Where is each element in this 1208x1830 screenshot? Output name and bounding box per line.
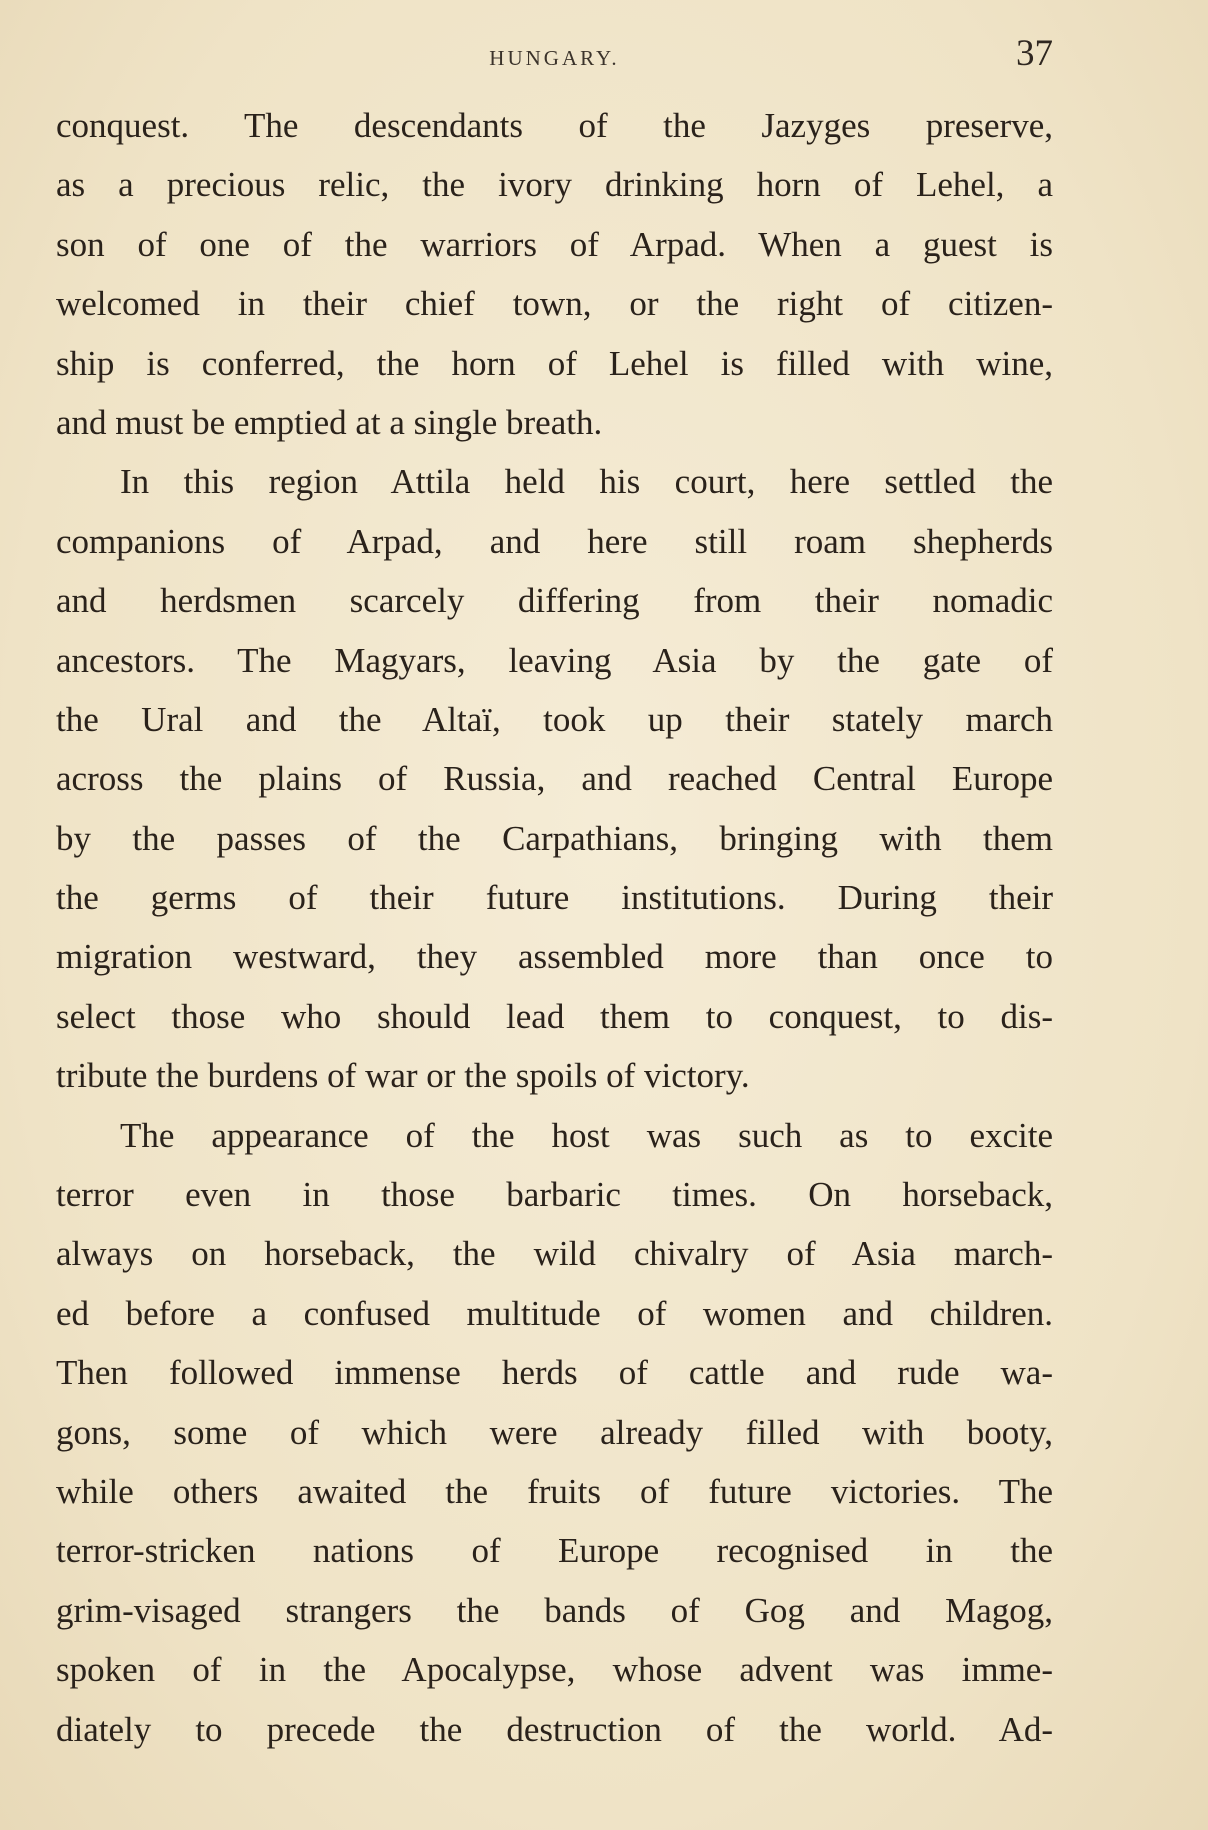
- text-line: ancestors. The Magyars, leaving Asia by the gate of: [56, 640, 1053, 680]
- text-line: across the plains of Russia, and reached Central Europe: [56, 759, 1053, 799]
- text-line: ed before a confused multitude of women and children.: [56, 1293, 1053, 1333]
- text-line: select those who should lead them to conquest, to dis-: [56, 996, 1053, 1036]
- page-number: 37: [1016, 33, 1053, 74]
- text-line: and must be emptied at a single breath.: [56, 402, 603, 442]
- text-line: terror even in those barbaric times. On horseback,: [56, 1175, 1053, 1215]
- text-line: companions of Arpad, and here still roam shepherds: [56, 521, 1053, 561]
- text-line: always on horseback, the wild chivalry of Asia march-: [56, 1234, 1053, 1274]
- text-line: diately to precede the destruction of the world. Ad-: [56, 1709, 1053, 1749]
- text-line: grim-visaged strangers the bands of Gog and Magog,: [56, 1590, 1053, 1630]
- text-line: welcomed in their chief town, or the right of citizen-: [56, 284, 1053, 324]
- text-line: as a precious relic, the ivory drinking horn of Lehel, a: [56, 165, 1053, 205]
- page-header: [56, 30, 1053, 80]
- body-text: [56, 96, 1053, 1759]
- text-line: son of one of the warriors of Arpad. When a guest is: [56, 224, 1053, 264]
- text-line: gons, some of which were already filled with booty,: [56, 1412, 1053, 1452]
- text-line: migration westward, they assembled more than once to: [56, 937, 1053, 977]
- text-line: Then followed immense herds of cattle and rude wa-: [56, 1353, 1053, 1393]
- text-line: by the passes of the Carpathians, bringing with them: [56, 818, 1053, 858]
- text-line: the germs of their future institutions. During their: [56, 878, 1053, 918]
- paragraph-first-line: The appearance of the host was such as to excite: [120, 1115, 1053, 1155]
- text-line: and herdsmen scarcely differing from their nomadic: [56, 581, 1053, 621]
- running-head: HUNGARY.: [489, 46, 620, 70]
- text-line: conquest. The descendants of the Jazyges preserve,: [56, 106, 1053, 145]
- text-line: tribute the burdens of war or the spoils of victory.: [56, 1056, 750, 1096]
- text-line: spoken of in the Apocalypse, whose advent was imme-: [56, 1650, 1053, 1690]
- text-line: the Ural and the Altaï, took up their stately march: [56, 699, 1053, 739]
- text-line: terror-stricken nations of Europe recognised in the: [56, 1531, 1053, 1571]
- text-line: while others awaited the fruits of future victories. The: [56, 1471, 1053, 1511]
- text-line: ship is conferred, the horn of Lehel is filled with wine,: [56, 343, 1053, 383]
- paragraph-first-line: In this region Attila held his court, here settled the: [120, 462, 1053, 502]
